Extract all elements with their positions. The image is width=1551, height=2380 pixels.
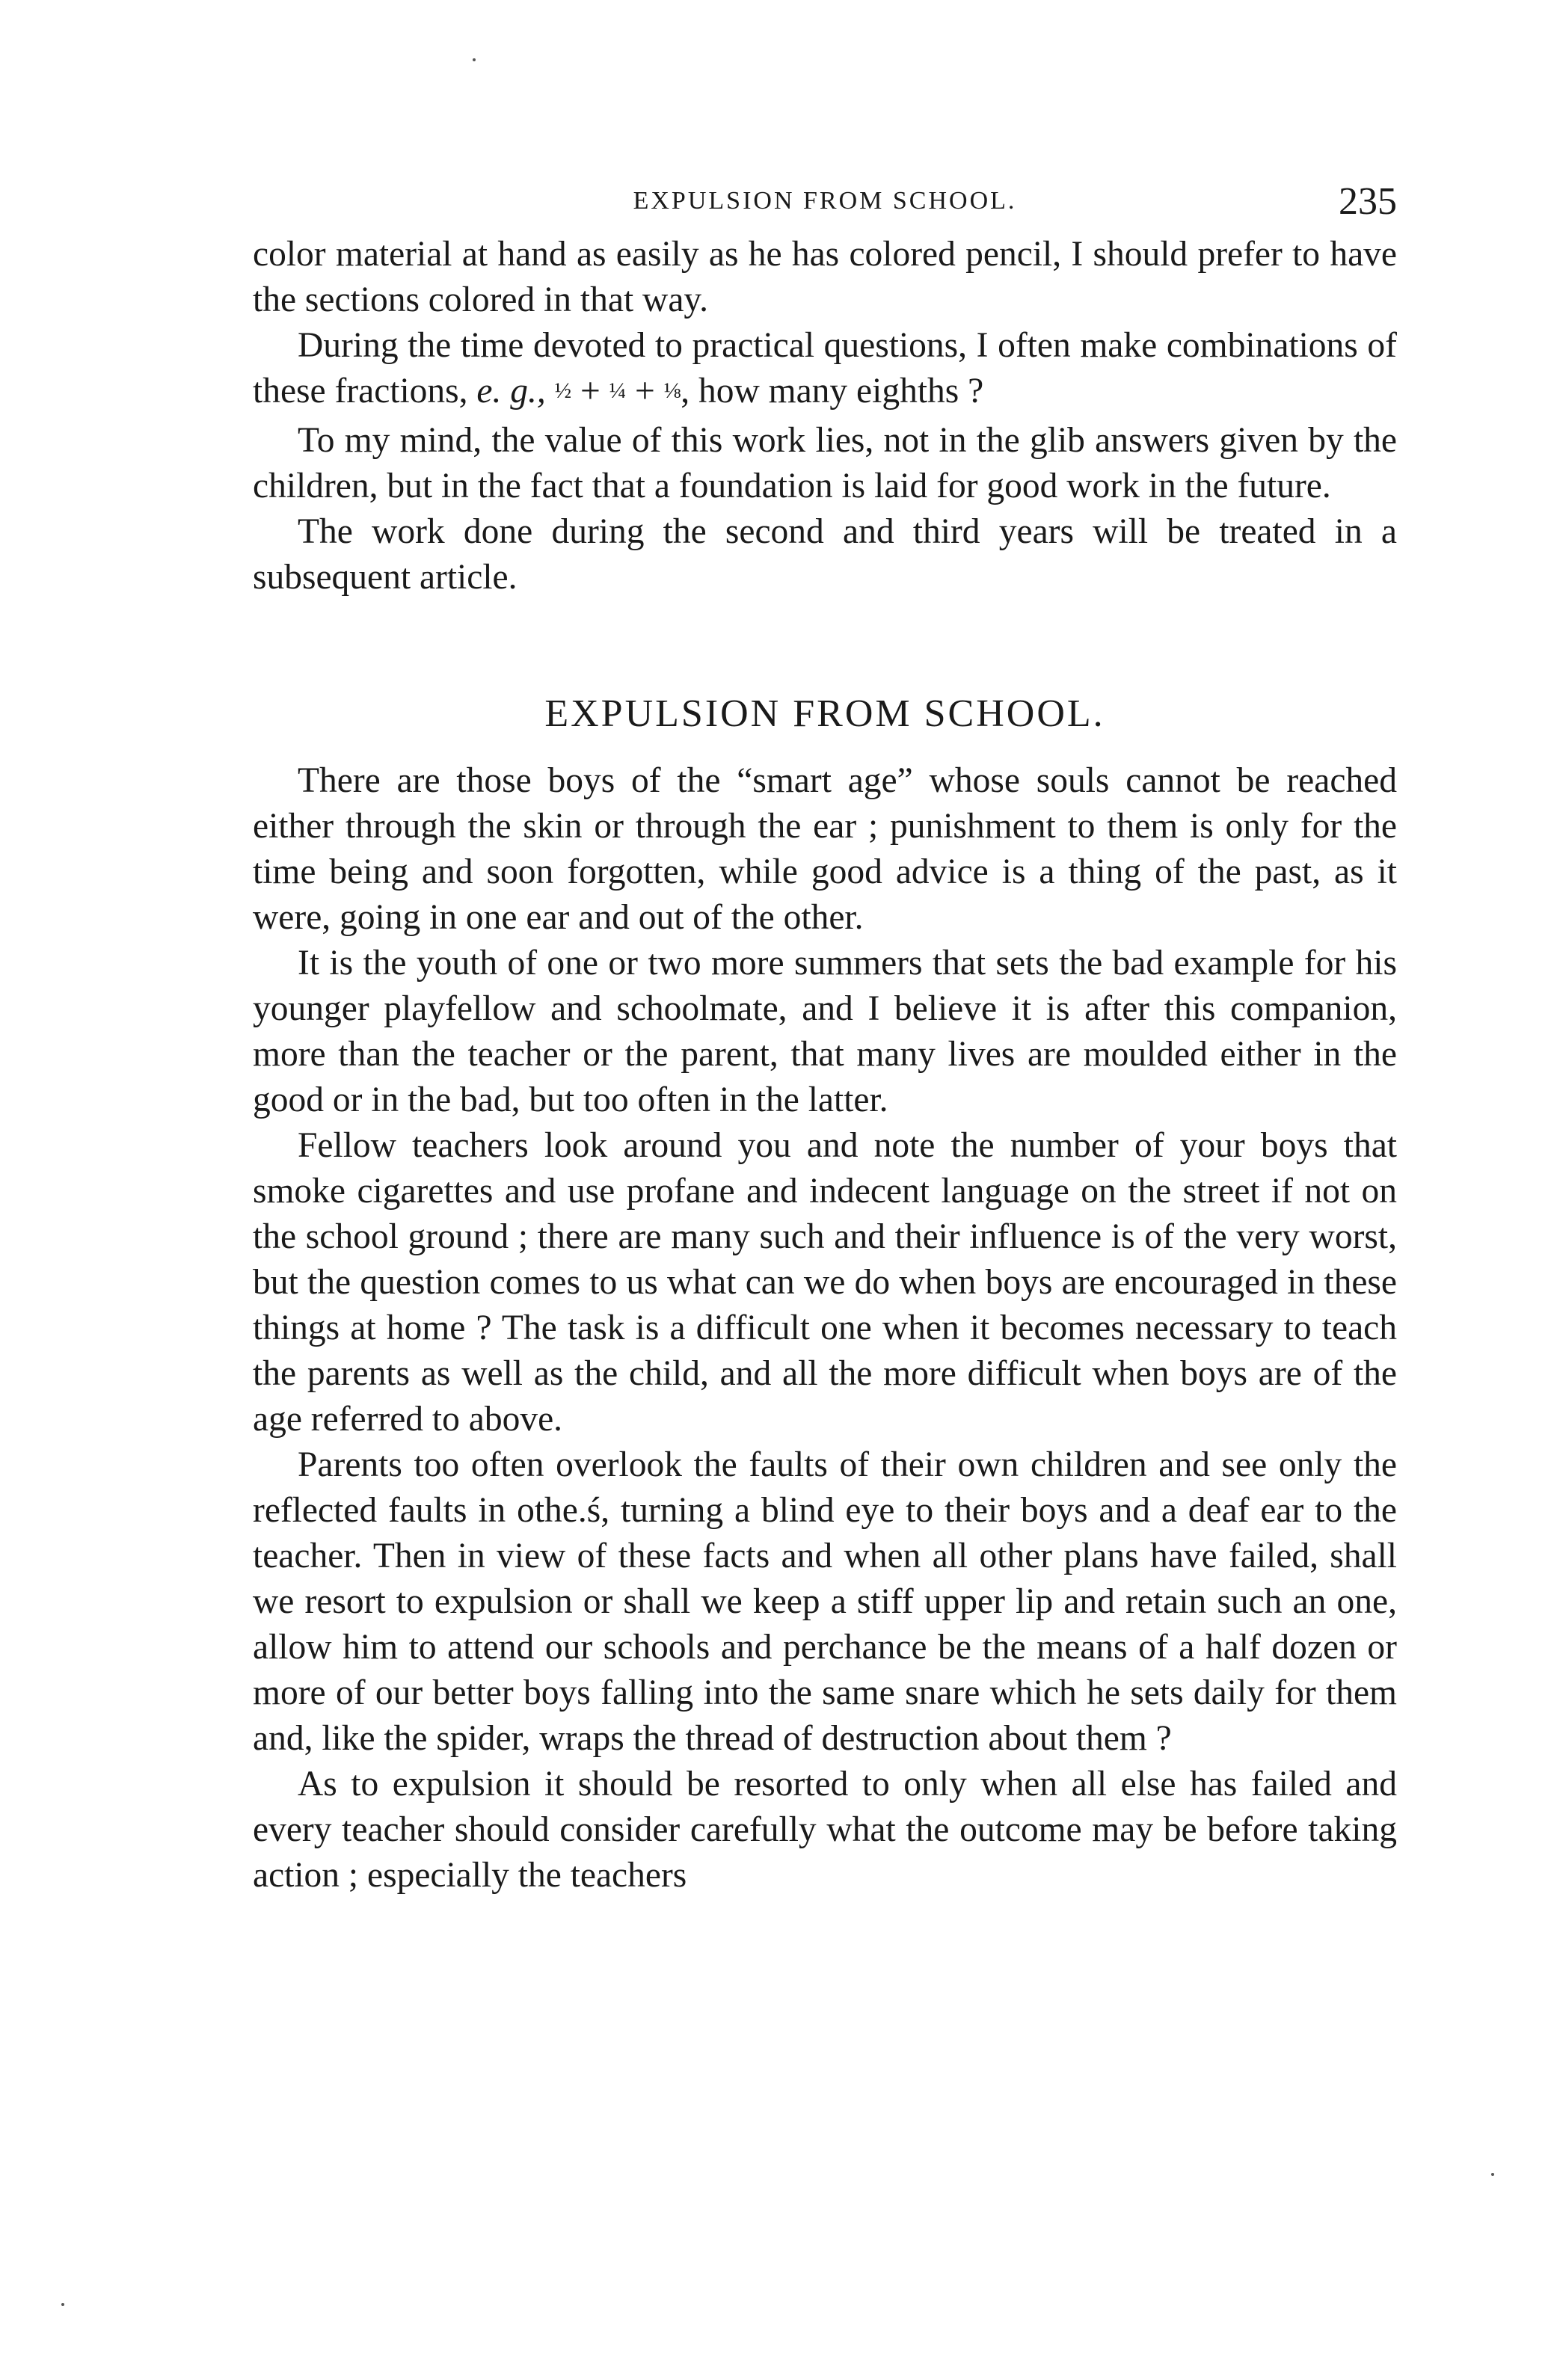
paragraph-expulsion: As to expulsion it should be resorted to only when all else has failed and every teacher should consider carefully what the outcome may be before taking action ; especially the teachers — [253, 1765, 1397, 1895]
fractions-question: , how many eighths ? — [681, 372, 984, 410]
plus-sign: + — [626, 372, 664, 410]
print-speck-right — [1491, 2173, 1494, 2176]
paragraph-smart-age: There are those boys of the “smart age” whose souls cannot be reached either through the skin or through the ear ; punishment to them is only for the time being and soon forgotten, while good advice is a thing of the past, as it were, going in one ear and out of the other. — [253, 761, 1397, 937]
paragraph-value-of-work: To my mind, the value of this work lies, not in the glib answers given by the children, but in the fact that a foundation is laid for good work in the future. — [253, 421, 1397, 505]
fraction-eighth: ⅛ — [663, 378, 681, 403]
article-body — [253, 758, 1397, 1898]
fraction-half: ½ — [554, 378, 572, 403]
previous-article-ending — [253, 232, 1397, 600]
article-title: EXPULSION FROM SCHOOL. — [544, 692, 1105, 735]
fractions-text: During the time devoted to practical questions, I often make combinations of these fractions, — [253, 326, 1397, 410]
paragraph-continued: color material at hand as easily as he has colored pencil, I should prefer to have the sections colored in that way. — [253, 235, 1397, 319]
paragraph-bad-example: It is the youth of one or two more summers that sets the bad example for his younger playfellow and schoolmate, and I believe it is after this companion, more than the teacher or the parent, that many lives are moulded either in the good or in the bad, but too often in the latter. — [253, 944, 1397, 1119]
eg-abbreviation: e. g., — [476, 372, 546, 410]
page-number: 235 — [1339, 180, 1397, 223]
paragraph-fractions — [253, 323, 1397, 418]
paragraph-fellow-teachers: Fellow teachers look around you and note the number of your boys that smoke cigarettes and use profane and indecent language on the street if not on the school ground ; there are many such and their influence is of the very worst, but the question comes to us what can we do when boys are encouraged in these things at home ? The task is a difficult one when it becomes necessary to teach the parents as well as the child, and all the more difficult when boys are of the age referred to above. — [253, 1126, 1397, 1439]
running-title: EXPULSION FROM SCHOOL. — [633, 187, 1017, 215]
paragraph-subsequent-article: The work done during the second and third years will be treated in a subsequent article. — [253, 512, 1397, 597]
book-page — [253, 179, 1397, 1898]
paragraph-parents: Parents too often overlook the faults of their own children and see only the reflected faults in othe.ś, turning a blind eye to their boys and a deaf ear to the teacher. Then in view of these facts and when all other plans have failed, shall we resort to expulsion or shall we keep a stiff upper lip and retain such an one, allow him to attend our schools and perchance be the means of a half dozen or more of our better boys falling into the same snare which he sets daily for them and, like the spider, wraps the thread of destruction about them ? — [253, 1445, 1397, 1758]
running-header — [253, 179, 1397, 232]
plus-sign: + — [571, 372, 609, 410]
print-speck-left — [61, 2303, 64, 2306]
fraction-quarter: ¼ — [609, 378, 627, 403]
print-speck-top — [473, 58, 476, 61]
